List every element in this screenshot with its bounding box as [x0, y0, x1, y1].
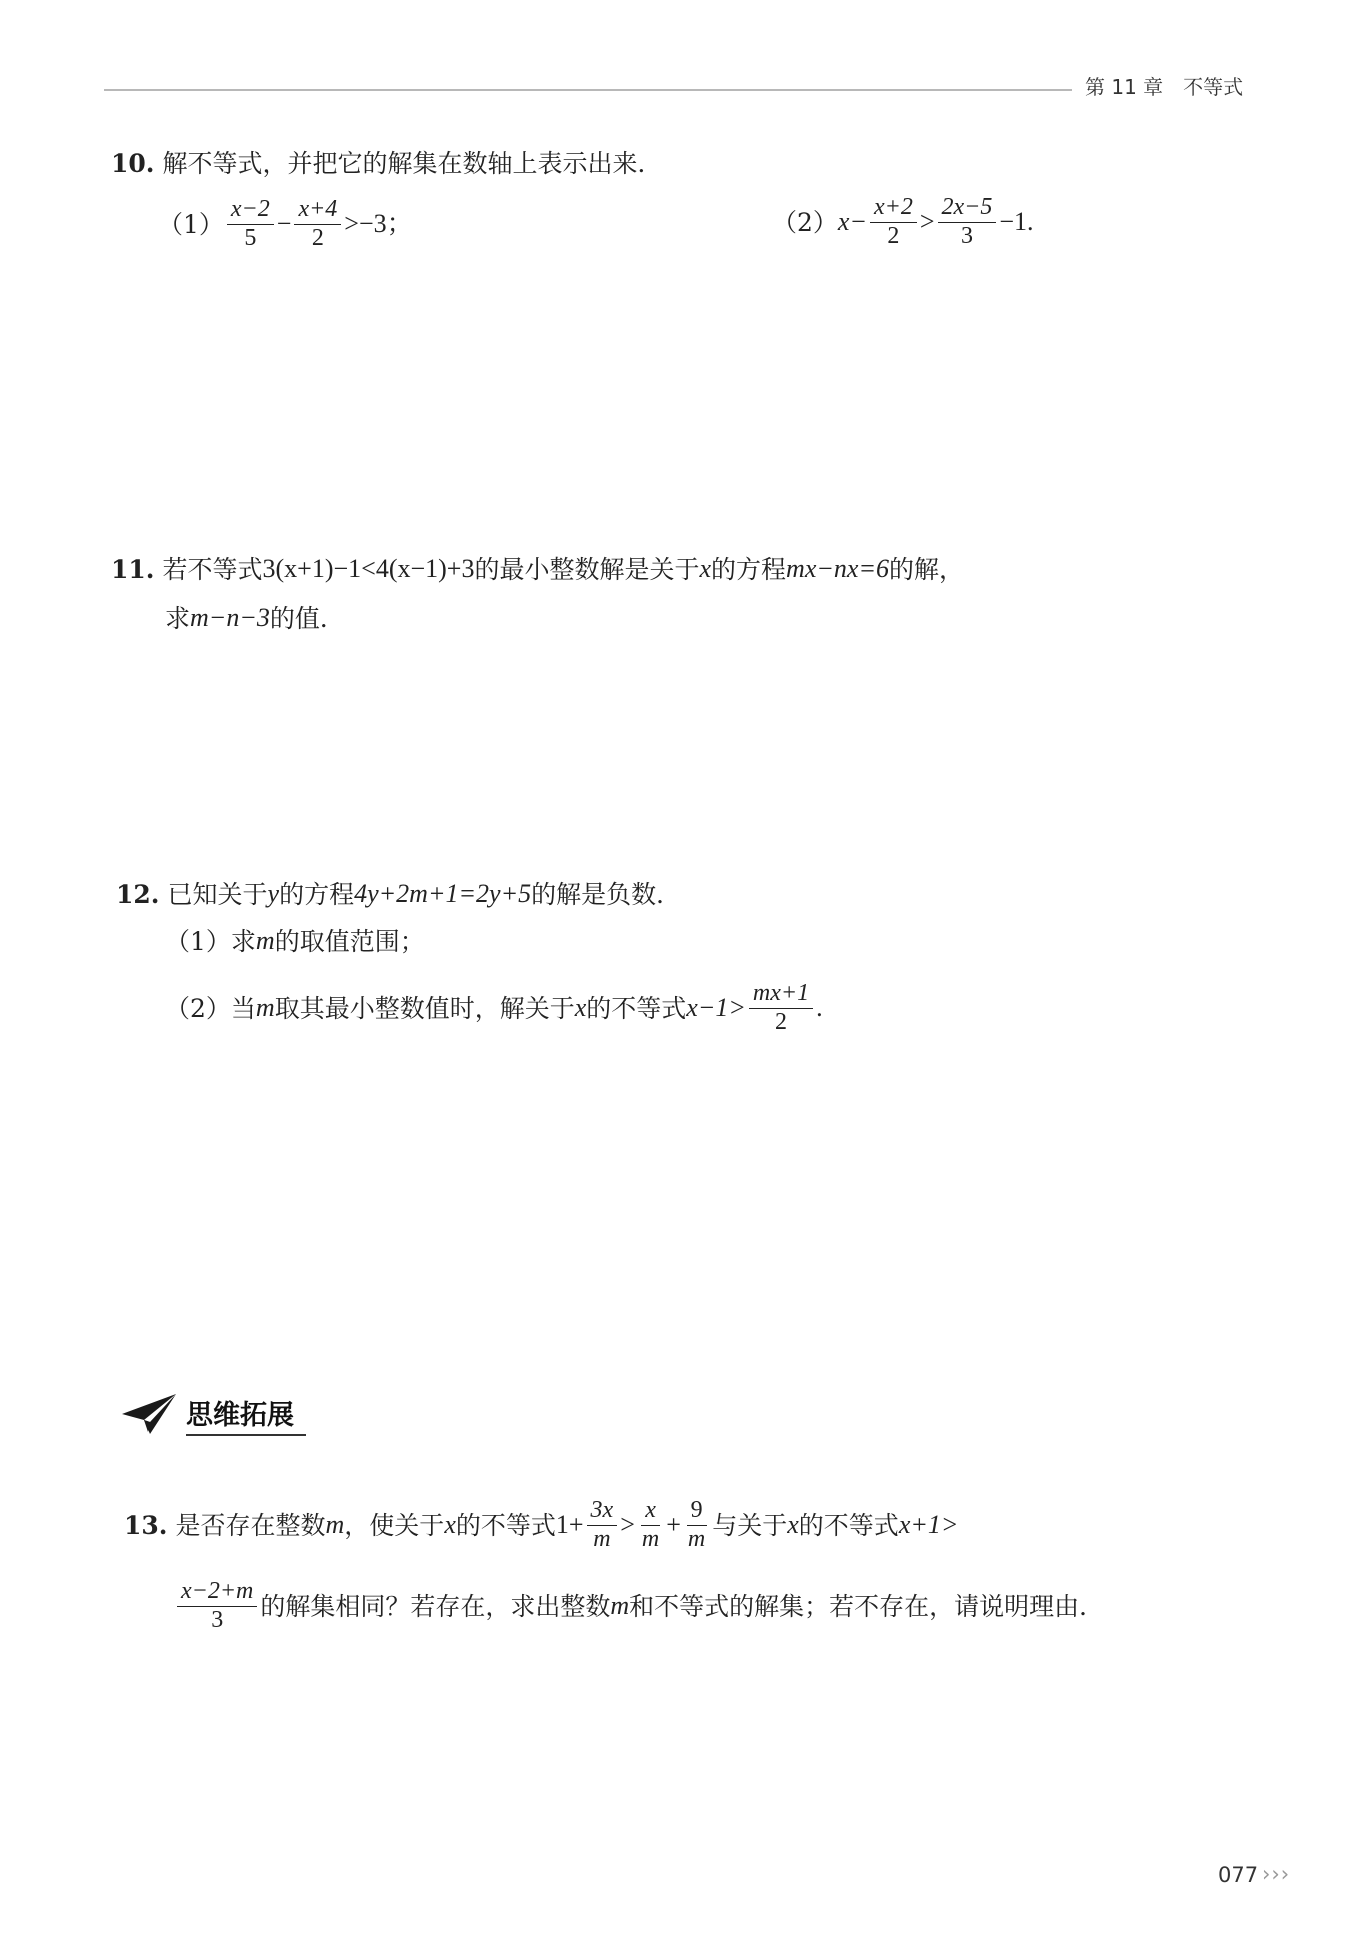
question-12-part-1 — [165, 928, 425, 954]
denominator: 3 — [211, 1606, 224, 1633]
question-number: 10. — [111, 149, 155, 178]
text: 和不等式的解集；若不存在，请说明理由． — [629, 1591, 1105, 1621]
text: 求 — [230, 926, 256, 956]
part-label: （1） — [158, 209, 224, 239]
part-label: （2） — [772, 207, 838, 237]
denominator: 5 — [244, 224, 257, 251]
denominator: 3 — [960, 222, 973, 249]
denominator: 2 — [775, 1008, 788, 1035]
text: 取其最小整数值时，解关于 — [274, 993, 575, 1023]
text: 的解集相同？若存在，求出整数 — [260, 1591, 611, 1621]
question-11 — [111, 556, 964, 582]
text: 已知关于 — [167, 879, 268, 909]
text: 的值． — [269, 603, 345, 633]
question-number: 13. — [124, 1510, 168, 1540]
math-expression: 4y+2m+1=2y+5 — [354, 879, 532, 908]
variable: x — [787, 1510, 799, 1540]
part-label: （2） — [165, 993, 231, 1023]
numerator: mx+1 — [749, 980, 813, 1009]
denominator: m — [687, 1525, 706, 1552]
page-arrows-icon: ››› — [1262, 1862, 1291, 1886]
variable: m — [255, 926, 275, 955]
question-text: 解不等式，并把它的解集在数轴上表示出来． — [162, 149, 663, 178]
operator: > — [919, 207, 935, 237]
fraction — [684, 1497, 709, 1553]
chapter-header: 第 11 章 不等式 — [1085, 75, 1244, 99]
fraction — [938, 194, 997, 250]
text: 当 — [230, 993, 256, 1023]
text: ，使关于 — [344, 1510, 445, 1540]
question-12 — [116, 881, 681, 907]
question-13 — [124, 1497, 958, 1553]
section-title: 思维拓展 — [186, 1400, 294, 1431]
page-number: 077 — [1218, 1863, 1259, 1887]
text: 的解是负数． — [531, 879, 682, 909]
fraction — [294, 196, 341, 252]
question-number: 11. — [111, 554, 155, 584]
text: 的方程 — [279, 879, 355, 909]
math-expression: 3(x+1)−1<4(x−1)+3 — [262, 554, 475, 583]
question-12-part-2 — [165, 980, 823, 1036]
question-number: 12. — [116, 879, 160, 909]
math-expression: mx−nx=6 — [786, 554, 889, 583]
math-expression: 1+ — [555, 1510, 584, 1540]
text: 是否存在整数 — [175, 1510, 326, 1540]
numerator: 2x−5 — [938, 194, 997, 223]
variable: x — [699, 554, 712, 583]
fraction — [227, 196, 274, 252]
variable: y — [267, 879, 280, 908]
variable: x — [574, 993, 587, 1023]
numerator: x — [641, 1497, 660, 1526]
math-expression: x+1> — [898, 1510, 959, 1540]
numerator: 3x — [587, 1497, 618, 1526]
fraction — [587, 1497, 618, 1553]
operator: > — [620, 1510, 635, 1540]
expression: >−3； — [344, 209, 413, 239]
question-13-line-2 — [174, 1578, 1104, 1634]
paper-plane-icon — [120, 1392, 178, 1436]
header-rule — [104, 89, 1072, 91]
text: 的取值范围； — [274, 926, 425, 956]
numerator: x+2 — [870, 194, 917, 223]
fraction — [177, 1578, 257, 1634]
variable: m — [325, 1510, 345, 1540]
text: 的解， — [889, 554, 965, 584]
denominator: 2 — [311, 224, 324, 251]
text: 若不等式 — [162, 554, 263, 584]
numerator: x−2 — [227, 196, 274, 225]
fraction — [749, 980, 813, 1036]
math-expression: x−1> — [686, 993, 746, 1023]
question-11-line-2 — [165, 605, 345, 631]
variable: m — [610, 1591, 630, 1621]
numerator: x−2+m — [177, 1578, 257, 1607]
question-10 — [111, 151, 663, 176]
text: 求 — [165, 603, 191, 633]
text: 的方程 — [711, 554, 787, 584]
text: 与关于 — [712, 1510, 788, 1540]
text: 的不等式 — [798, 1510, 899, 1540]
section-underline — [186, 1434, 306, 1436]
part-label: （1） — [165, 926, 231, 956]
math-expression: m−n−3 — [190, 603, 270, 632]
punctuation: . — [816, 993, 823, 1023]
denominator: 2 — [887, 222, 900, 249]
fraction — [870, 194, 917, 250]
question-10-part-2 — [772, 194, 1034, 250]
variable: m — [255, 993, 275, 1023]
operator: − — [276, 209, 292, 239]
expression: x− — [837, 207, 867, 237]
fraction — [638, 1497, 663, 1553]
operator: + — [666, 1510, 681, 1540]
expression: −1. — [999, 207, 1034, 237]
text: 的不等式 — [455, 1510, 556, 1540]
text: 的最小整数解是关于 — [474, 554, 700, 584]
denominator: m — [593, 1525, 611, 1552]
numerator: x+4 — [294, 196, 341, 225]
numerator: 9 — [687, 1497, 707, 1526]
text: 的不等式 — [586, 993, 687, 1023]
variable: x — [444, 1510, 456, 1540]
denominator: m — [641, 1525, 660, 1552]
question-10-part-1 — [158, 196, 413, 252]
